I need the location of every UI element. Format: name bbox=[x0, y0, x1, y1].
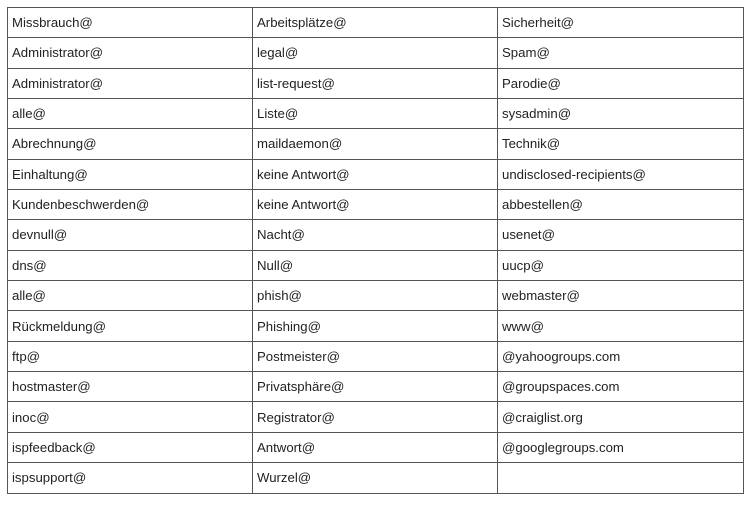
table-cell: Administrator@ bbox=[8, 68, 253, 98]
email-prefix-table-container bbox=[7, 7, 744, 494]
table-cell: Rückmeldung@ bbox=[8, 311, 253, 341]
table-cell: Postmeister@ bbox=[253, 341, 498, 371]
table-cell: uucp@ bbox=[498, 250, 744, 280]
table-row bbox=[8, 99, 744, 129]
table-row bbox=[8, 38, 744, 68]
table-cell: @googlegroups.com bbox=[498, 432, 744, 462]
table-cell: Liste@ bbox=[253, 99, 498, 129]
table-cell: Kundenbeschwerden@ bbox=[8, 190, 253, 220]
table-row bbox=[8, 129, 744, 159]
table-row bbox=[8, 250, 744, 280]
table-cell: Wurzel@ bbox=[253, 463, 498, 493]
table-cell: hostmaster@ bbox=[8, 372, 253, 402]
table-cell: www@ bbox=[498, 311, 744, 341]
table-row bbox=[8, 432, 744, 462]
table-cell: maildaemon@ bbox=[253, 129, 498, 159]
table-cell: alle@ bbox=[8, 281, 253, 311]
table-row bbox=[8, 68, 744, 98]
table-cell: sysadmin@ bbox=[498, 99, 744, 129]
table-cell: Arbeitsplätze@ bbox=[253, 8, 498, 38]
table-row bbox=[8, 8, 744, 38]
table-cell: @craiglist.org bbox=[498, 402, 744, 432]
table-cell: Privatsphäre@ bbox=[253, 372, 498, 402]
table-cell: Parodie@ bbox=[498, 68, 744, 98]
table-cell: keine Antwort@ bbox=[253, 159, 498, 189]
table-cell: Missbrauch@ bbox=[8, 8, 253, 38]
table-body bbox=[8, 8, 744, 494]
table-cell: inoc@ bbox=[8, 402, 253, 432]
table-row bbox=[8, 463, 744, 493]
table-cell: Sicherheit@ bbox=[498, 8, 744, 38]
table-cell: Nacht@ bbox=[253, 220, 498, 250]
table-row bbox=[8, 311, 744, 341]
table-row bbox=[8, 190, 744, 220]
table-cell bbox=[498, 463, 744, 493]
table-cell: legal@ bbox=[253, 38, 498, 68]
table-row bbox=[8, 220, 744, 250]
table-cell: Administrator@ bbox=[8, 38, 253, 68]
table-cell: Antwort@ bbox=[253, 432, 498, 462]
table-cell: Abrechnung@ bbox=[8, 129, 253, 159]
table-cell: undisclosed-recipients@ bbox=[498, 159, 744, 189]
table-cell: Phishing@ bbox=[253, 311, 498, 341]
table-cell: @groupspaces.com bbox=[498, 372, 744, 402]
table-cell: Registrator@ bbox=[253, 402, 498, 432]
table-row bbox=[8, 402, 744, 432]
table-cell: ispsupport@ bbox=[8, 463, 253, 493]
table-row bbox=[8, 159, 744, 189]
table-cell: ftp@ bbox=[8, 341, 253, 371]
table-row bbox=[8, 281, 744, 311]
table-cell: webmaster@ bbox=[498, 281, 744, 311]
table-cell: Spam@ bbox=[498, 38, 744, 68]
table-cell: list-request@ bbox=[253, 68, 498, 98]
table-cell: devnull@ bbox=[8, 220, 253, 250]
table-cell: abbestellen@ bbox=[498, 190, 744, 220]
email-prefix-table bbox=[7, 7, 744, 494]
table-cell: Einhaltung@ bbox=[8, 159, 253, 189]
table-cell: keine Antwort@ bbox=[253, 190, 498, 220]
table-cell: dns@ bbox=[8, 250, 253, 280]
table-cell: Null@ bbox=[253, 250, 498, 280]
table-cell: usenet@ bbox=[498, 220, 744, 250]
table-cell: phish@ bbox=[253, 281, 498, 311]
table-cell: @yahoogroups.com bbox=[498, 341, 744, 371]
table-cell: Technik@ bbox=[498, 129, 744, 159]
table-row bbox=[8, 372, 744, 402]
table-row bbox=[8, 341, 744, 371]
table-cell: alle@ bbox=[8, 99, 253, 129]
table-cell: ispfeedback@ bbox=[8, 432, 253, 462]
